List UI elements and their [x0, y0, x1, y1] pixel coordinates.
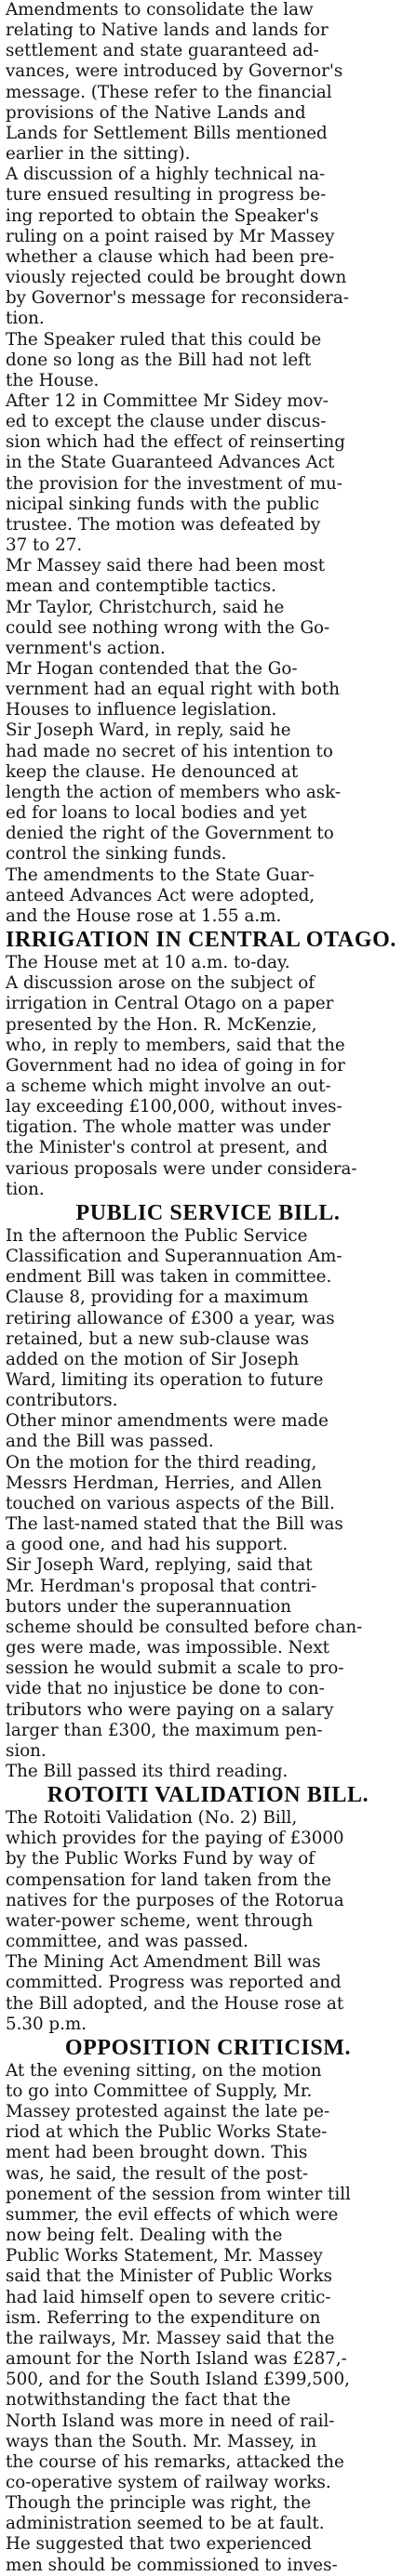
paragraph-ward-reply: Sir Joseph Ward, in reply, said he had made no secret of his intention to keep the clause. He denounced at length the action of members who ask- ed for loans to local bodies and yet denied the right of the Government to control the sinking funds.: [6, 720, 341, 865]
heading-irrigation: IRRIGATION IN CENTRAL OTAGO.: [6, 928, 396, 953]
paragraph-committee: In the afternoon the Public Service Classification and Superannuation Am- endment Bill was taken in committee.: [6, 1225, 342, 1288]
paragraph-rotoiti: The Rotoiti Validation (No. 2) Bill, which provides for the paying of £3000 by the Public Works Fund by way of compensation for land taken from the natives for the purposes of the Rotorua water-power scheme, went through committee, and was passed.: [6, 1808, 344, 1952]
paragraph-speaker-ruling: The Speaker ruled that this could be done so long as the Bill had not left the House.: [6, 329, 322, 390]
paragraph-evening-sitting: At the evening sitting, on the motion to go into Committee of Supply, Mr. Massey protested against the late pe- riod at which the Public Works State- ment had been brought down. This was, he said, the result of the post- ponement of the session from winter till summer, the evil effects of which were now being felt. Dealing with the Public Works Statement, Mr. Massey said that the Minister of Public Works had laid himself open to severe critic- ism. Referring to the expenditure on the railways, Mr. Massey said that the amount for the North Island was £287,- 500, and for the South Island £399,500, notwithstanding the fact that the North Island was more in need of rail- ways than the South. Mr. Massey, in the course of his remarks, attacked the co-operative system of railway works. Though the principle was right, the administration seemed to be at fault. He suggested that two experienced men should be commissioned to inves-: [6, 2060, 351, 2575]
paragraph-third-reading: On the motion for the third reading, Messrs Herdman, Herries, and Allen touched on various aspects of the Bill. The last-named stated that the Bill was a good one, and had his support.: [6, 1452, 343, 1555]
paragraph-mining-act: The Mining Act Amendment Bill was committed. Progress was reported and the Bill adopted, and the House rose at 5.30 p.m.: [6, 1952, 344, 2034]
paragraph-house-met: The House met at 10 a.m. to-day.: [6, 953, 290, 973]
paragraph-ward-replying: Sir Joseph Ward, replying, said that Mr. Herdman's proposal that contri- butors under the superannuation scheme should be consulted before chan- ges were made, was impossible. Next session he would submit a scale to pro- vide that no injustice be done to con- tributors who were paying on a salary larger than £300, the maximum pen- sion.: [6, 1555, 363, 1761]
paragraph-hogan: Mr Hogan contended that the Go- vernment had an equal right with both Houses to influence legislation.: [6, 659, 341, 720]
heading-rotoiti-validation-bill: ROTOITI VALIDATION BILL.: [47, 1783, 369, 1808]
paragraph-technical-discussion: A discussion of a highly technical na- ture ensued resulting in progress be- ing reported to obtain the Speaker's ruling on a point raised by Mr Massey whether a clause which had been pre- viously rejected could be brought down by Governor's message for reconsidera- tion.: [6, 165, 349, 329]
paragraph-sidey-motion: After 12 in Committee Mr Sidey mov- ed to except the clause under discus- sion which had the effect of reinserting in the State Guaranteed Advances Act the provision for the investment of mu- nicipal sinking funds with the public trustee. The motion was defeated by 37 to 27.: [6, 390, 345, 556]
paragraph-massey-tactics: Mr Massey said there had been most mean and contemptible tactics.: [6, 556, 326, 597]
paragraph-amendments: Amendments to consolidate the law relating to Native lands and lands for settlement and state guaranteed ad- vances, were introduced by Governor's message. (These refer to the financial provisions of the Native Lands and Lands for Settlement Bills mentioned earlier in the sitting).: [6, 0, 343, 165]
heading-public-service-bill: PUBLIC SERVICE BILL.: [75, 1200, 341, 1225]
heading-opposition-criticism: OPPOSITION CRITICISM.: [64, 2035, 352, 2060]
paragraph-bill-passed: The Bill passed its third reading.: [6, 1761, 289, 1781]
paragraph-clause-8: Clause 8, providing for a maximum retiring allowance of £300 a year, was retained, but a new sub-clause was added on the motion of Sir Joseph Ward, limiting its operation to future contributors.: [6, 1288, 335, 1411]
paragraph-amendments-adopted: The amendments to the State Guar- anteed Advances Act were adopted, and the House rose at 1.55 a.m.: [6, 865, 315, 926]
paragraph-minor-amendments: Other minor amendments were made and the Bill was passed.: [6, 1411, 329, 1452]
paragraph-taylor: Mr Taylor, Christchurch, said he could see nothing wrong with the Go- vernment's action.: [6, 597, 330, 658]
paragraph-irrigation-discussion: A discussion arose on the subject of irrigation in Central Otago on a paper presented by the Hon. R. McKenzie, who, in reply to members, said that the Government had no idea of going in for a scheme which might involve an out- lay exceeding £100,000, without inves- tigation. The whole matter was under the Minister's control at present, and various proposals were under considera- tion.: [6, 973, 357, 1199]
